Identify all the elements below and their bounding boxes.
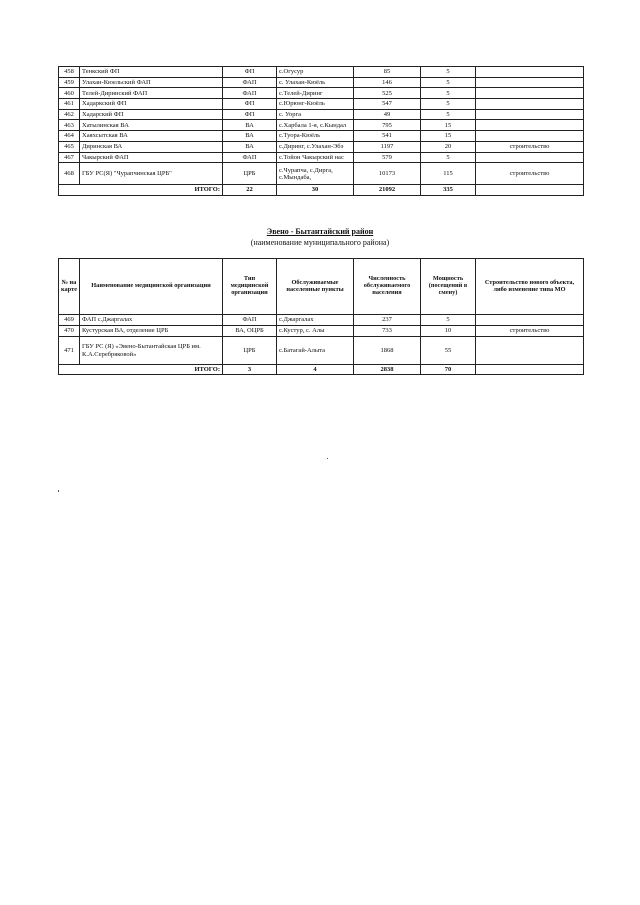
cell-settlement: с.Харбала 1-я, с.Кындал	[277, 120, 354, 131]
scan-speck	[58, 490, 59, 492]
cell-num: 463	[59, 120, 80, 131]
table-row	[59, 315, 584, 326]
total-empty	[476, 185, 584, 196]
cell-capacity: 5	[421, 152, 476, 163]
cell-capacity: 20	[421, 141, 476, 152]
cell-type: ВА	[223, 120, 277, 131]
total-label: ИТОГО:	[59, 185, 223, 196]
cell-type: ФП	[223, 99, 277, 110]
table-row	[59, 131, 584, 142]
district-title: Эвено - Бытантайский район	[266, 227, 374, 236]
cell-name: Диринская ВА	[80, 141, 223, 152]
cell-name: Хадарский ФП	[80, 109, 223, 120]
table-row	[59, 67, 584, 78]
cell-population: 1868	[354, 337, 421, 365]
cell-type: ФП	[223, 109, 277, 120]
cell-num: 467	[59, 152, 80, 163]
cell-num: 461	[59, 99, 80, 110]
header-num: № на карте	[59, 259, 80, 315]
table-row	[59, 152, 584, 163]
cell-settlement: с.Диринг, с.Улахан-Эбэ	[277, 141, 354, 152]
cell-settlement: с.Телей-Диринг	[277, 88, 354, 99]
cell-construction	[476, 131, 584, 142]
header-population: Численность обслуживаемого населения	[354, 259, 421, 315]
cell-capacity: 5	[421, 88, 476, 99]
total-population: 21092	[354, 185, 421, 196]
cell-construction	[476, 88, 584, 99]
cell-type: ЦРБ	[223, 337, 277, 365]
total-label: ИТОГО:	[59, 365, 223, 375]
cell-construction	[476, 337, 584, 365]
cell-population: 49	[354, 109, 421, 120]
total-population: 2838	[354, 365, 421, 375]
cell-construction	[476, 77, 584, 88]
cell-capacity: 5	[421, 67, 476, 78]
cell-construction: строительство	[476, 163, 584, 185]
cell-num: 464	[59, 131, 80, 142]
cell-construction	[476, 109, 584, 120]
cell-construction	[476, 315, 584, 326]
cell-population: 795	[354, 120, 421, 131]
total-row	[59, 365, 584, 375]
total-settlement: 30	[277, 185, 354, 196]
cell-settlement: с.Тойон Чакырский нас	[277, 152, 354, 163]
header-construction: Строительство нового объекта, либо изменение типа МО	[476, 259, 584, 315]
cell-population: 733	[354, 326, 421, 337]
cell-capacity: 5	[421, 77, 476, 88]
cell-capacity: 5	[421, 315, 476, 326]
cell-population: 1197	[354, 141, 421, 152]
cell-type: ФАП	[223, 152, 277, 163]
cell-num: 462	[59, 109, 80, 120]
cell-population: 237	[354, 315, 421, 326]
total-row	[59, 185, 584, 196]
cell-settlement: с.Кустур, с. Алы	[277, 326, 354, 337]
cell-name: Улахан-Кюельский ФАП	[80, 77, 223, 88]
cell-type: ФП	[223, 67, 277, 78]
cell-settlement: с.Туора-Кюёль	[277, 131, 354, 142]
table-row	[59, 141, 584, 152]
cell-settlement: с.Чурапча, с.Дирга, с.Мындаба,	[277, 163, 354, 185]
cell-capacity: 5	[421, 99, 476, 110]
table-row	[59, 326, 584, 337]
table-row	[59, 337, 584, 365]
cell-name: Тенкский ФП	[80, 67, 223, 78]
table-row	[59, 77, 584, 88]
district-subtitle: (наименование муниципального района)	[250, 238, 390, 247]
cell-construction	[476, 152, 584, 163]
header-type: Тип медицинской организации	[223, 259, 277, 315]
cell-settlement: с. Уорга	[277, 109, 354, 120]
cell-construction	[476, 67, 584, 78]
cell-capacity: 5	[421, 109, 476, 120]
cell-num: 469	[59, 315, 80, 326]
cell-construction: строительство	[476, 326, 584, 337]
cell-settlement: с.Джаргалах	[277, 315, 354, 326]
cell-capacity: 10	[421, 326, 476, 337]
cell-type: ВА	[223, 131, 277, 142]
cell-num: 468	[59, 163, 80, 185]
cell-name: Телей-Диринский ФАП	[80, 88, 223, 99]
cell-construction	[476, 120, 584, 131]
cell-name: Хадаркский ФП	[80, 99, 223, 110]
cell-name: Хатылинская ВА	[80, 120, 223, 131]
cell-settlement: с.Батагай-Алыта	[277, 337, 354, 365]
cell-num: 471	[59, 337, 80, 365]
cell-capacity: 15	[421, 131, 476, 142]
cell-name: ФАП с.Джаргалах	[80, 315, 223, 326]
total-empty	[476, 365, 584, 375]
header-capacity: Мощность (посещений в смену)	[421, 259, 476, 315]
total-capacity: 70	[421, 365, 476, 375]
cell-type: ВА	[223, 141, 277, 152]
cell-capacity: 115	[421, 163, 476, 185]
cell-settlement: с.Огусур	[277, 67, 354, 78]
cell-type: ФАП	[223, 315, 277, 326]
cell-population: 10173	[354, 163, 421, 185]
header-settlement: Обслуживаемые населенные пункты	[277, 259, 354, 315]
cell-capacity: 55	[421, 337, 476, 365]
cell-type: ФАП	[223, 88, 277, 99]
header-name: Наименование медицинской организации	[80, 259, 223, 315]
cell-construction	[476, 99, 584, 110]
table-row	[59, 88, 584, 99]
cell-population: 541	[354, 131, 421, 142]
cell-construction: строительство	[476, 141, 584, 152]
table-row	[59, 163, 584, 185]
cell-population: 579	[354, 152, 421, 163]
facilities-table-continued	[58, 66, 584, 196]
cell-type: ВА, ОЦРБ	[223, 326, 277, 337]
cell-name: Чакырский ФАП	[80, 152, 223, 163]
cell-settlement: с. Улахан-Кюёль	[277, 77, 354, 88]
header-row	[59, 259, 584, 315]
cell-population: 146	[354, 77, 421, 88]
cell-capacity: 15	[421, 120, 476, 131]
total-capacity: 335	[421, 185, 476, 196]
cell-settlement: с.Юрюнг-Кюёль	[277, 99, 354, 110]
scan-speck	[327, 458, 328, 459]
cell-num: 460	[59, 88, 80, 99]
cell-name: ГБУ РС (Я) «Эвено-Бытантайская ЦРБ им. К.А.Серебряковой»	[80, 337, 223, 365]
total-type: 22	[223, 185, 277, 196]
total-type: 3	[223, 365, 277, 375]
cell-population: 525	[354, 88, 421, 99]
table-row	[59, 120, 584, 131]
cell-population: 547	[354, 99, 421, 110]
table-row	[59, 99, 584, 110]
table-row	[59, 109, 584, 120]
cell-type: ФАП	[223, 77, 277, 88]
cell-num: 458	[59, 67, 80, 78]
cell-name: Хаяхсытская ВА	[80, 131, 223, 142]
cell-name: ГБУ РС(Я) "Чурапчинская ЦРБ"	[80, 163, 223, 185]
cell-name: Кустурская ВА, отделение ЦРБ	[80, 326, 223, 337]
facilities-table-district	[58, 258, 584, 375]
cell-num: 465	[59, 141, 80, 152]
cell-population: 85	[354, 67, 421, 78]
cell-type: ЦРБ	[223, 163, 277, 185]
cell-num: 459	[59, 77, 80, 88]
cell-num: 470	[59, 326, 80, 337]
total-settlement: 4	[277, 365, 354, 375]
